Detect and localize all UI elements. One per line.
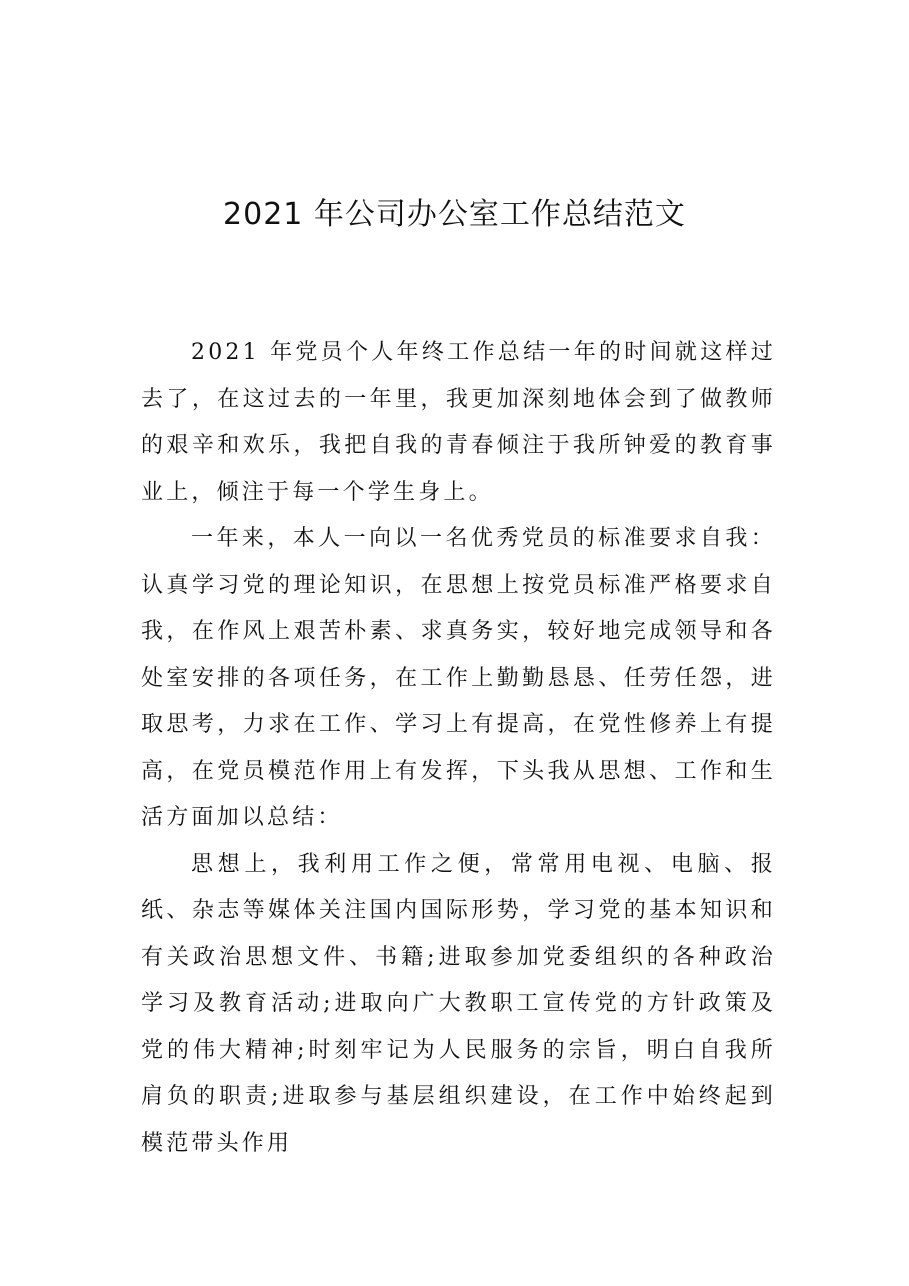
paragraph-3: 思想上，我利用工作之便，常常用电视、电脑、报纸、杂志等媒体关注国内国际形势，学习党的基本知识和有关政治思想文件、书籍;进取参加党委组织的各种政治学习及教育活动;进取向广大教职工宣传党的方针政策及党的伟大精神;时刻牢记为人民服务的宗旨，明白自我所肩负的职责;进取参与基层组织建设，在工作中始终起到模范带头作用 bbox=[141, 851, 776, 1156]
document-title: 2021 年公司办公室工作总结范文 bbox=[223, 197, 686, 232]
paragraph-2: 一年来，本人一向以一名优秀党员的标准要求自我：认真学习党的理论知识，在思想上按党员标准严格要求自我，在作风上艰苦朴素、求真务实，较好地完成领导和各处室安排的各项任务，在工作上勤勤恳恳、任劳任怨，进取思考，力求在工作、学习上有提高，在党性修养上有提高，在党员模范作用上有发挥，下头我从思想、工作和生活方面加以总结： bbox=[141, 526, 776, 830]
paragraph-1: 2021 年党员个人年终工作总结一年的时间就这样过去了，在这过去的一年里，我更加深刻地体会到了做教师的艰辛和欢乐，我把自我的青春倾注于我所钟爱的教育事业上，倾注于每一个学生身上。 bbox=[141, 340, 776, 505]
document-body bbox=[141, 330, 776, 1167]
